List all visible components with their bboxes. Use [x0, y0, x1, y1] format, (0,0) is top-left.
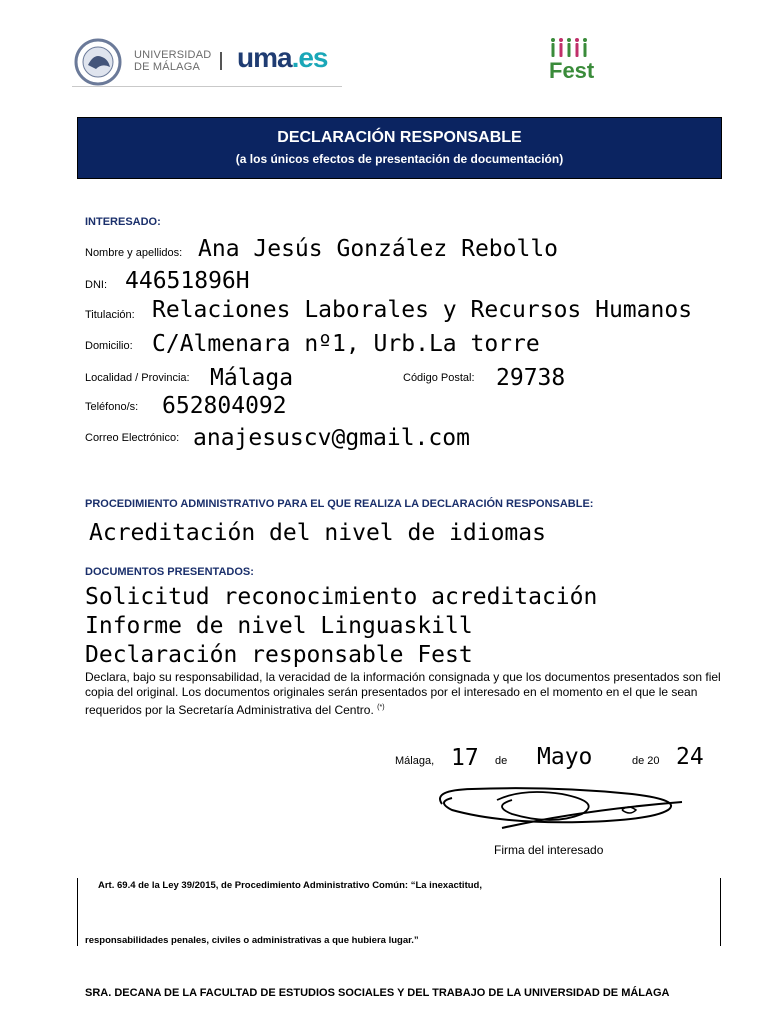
fecha-month: Mayo — [537, 744, 593, 770]
footnote-right-border — [720, 878, 721, 946]
fecha-day: 17 — [451, 745, 479, 771]
documentos-list: Solicitud reconocimiento acreditación Informe de nivel Linguaskill Declaración responsable Fest — [85, 584, 598, 668]
name-value: Ana Jesús González Rebollo — [198, 236, 559, 262]
uma-brand-text: uma — [237, 42, 292, 73]
titulacion-label: Titulación: — [85, 309, 135, 321]
fecha-place: Málaga, — [395, 755, 435, 767]
university-seal-icon — [72, 37, 124, 87]
email-value: anajesuscv@gmail.com — [193, 425, 470, 451]
telefono-label: Teléfono/s: — [85, 401, 139, 413]
fest-logo-text: Fest — [549, 58, 595, 83]
procedimiento-value: Acreditación del nivel de idiomas — [89, 520, 546, 546]
codigo-postal-label: Código Postal: — [403, 372, 475, 384]
name-label: Nombre y apellidos: — [85, 247, 183, 259]
section-title-interesado: INTERESADO: — [85, 216, 161, 228]
telefono-value: 652804092 — [162, 393, 287, 419]
firma-label: Firma del interesado — [494, 843, 604, 857]
declaration-body: Declara, bajo su responsabilidad, la veracidad de la información consignada y que los documentos presentados son fiel copia del original. Los documentos originales serán presentados por el interesado en el momento en el que le sean requeridos por la Secretaría Administrativa del Centro. — [85, 670, 721, 717]
declaration-text — [85, 670, 725, 718]
localidad-value: Málaga — [210, 365, 294, 391]
footnote-line-2: responsabilidades penales, civiles o administrativas a que hubiera lugar.” — [85, 935, 419, 946]
addressee: SRA. DECANA DE LA FACULTAD DE ESTUDIOS SOCIALES Y DEL TRABAJO DE LA UNIVERSIDAD DE MÁLAGA — [85, 987, 670, 999]
handwritten-signature — [432, 780, 692, 842]
section-title-documentos: DOCUMENTOS PRESENTADOS: — [85, 566, 254, 578]
declaration-mark: (*) — [377, 704, 385, 711]
domicilio-value: C/Almenara nº1, Urb.La torre — [152, 331, 540, 357]
footnote-line-1: Art. 69.4 de la Ley 39/2015, de Procedimiento Administrativo Común: “La inexactitud, — [98, 880, 482, 891]
section-title-procedimiento: PROCEDIMIENTO ADMINISTRATIVO PARA EL QUE REALIZA LA DECLARACIÓN RESPONSABLE: — [85, 498, 594, 510]
uma-tld-text: .es — [291, 42, 328, 73]
dni-label: DNI: — [85, 279, 107, 291]
fest-people-icon — [548, 37, 588, 59]
university-name: UNIVERSIDAD DE MÁLAGA — [134, 49, 212, 73]
uma-logo — [237, 42, 328, 74]
domicilio-label: Domicilio: — [85, 340, 133, 352]
document-title: DECLARACIÓN RESPONSABLE — [277, 129, 522, 146]
titulacion-value: Relaciones Laborales y Recursos Humanos — [152, 297, 693, 323]
codigo-postal-value: 29738 — [496, 365, 566, 391]
fecha-year: 24 — [676, 744, 704, 770]
fecha-de-label: de — [495, 755, 508, 767]
logo-divider — [220, 52, 222, 70]
dni-value: 44651896H — [125, 268, 250, 294]
footnote-left-border — [77, 878, 78, 946]
document-subtitle: (a los únicos efectos de presentación de documentación) — [235, 152, 564, 166]
fecha-year-prefix: de 20 — [632, 755, 660, 767]
localidad-label: Localidad / Provincia: — [85, 372, 190, 384]
title-banner — [77, 117, 722, 179]
email-label: Correo Electrónico: — [85, 432, 180, 444]
